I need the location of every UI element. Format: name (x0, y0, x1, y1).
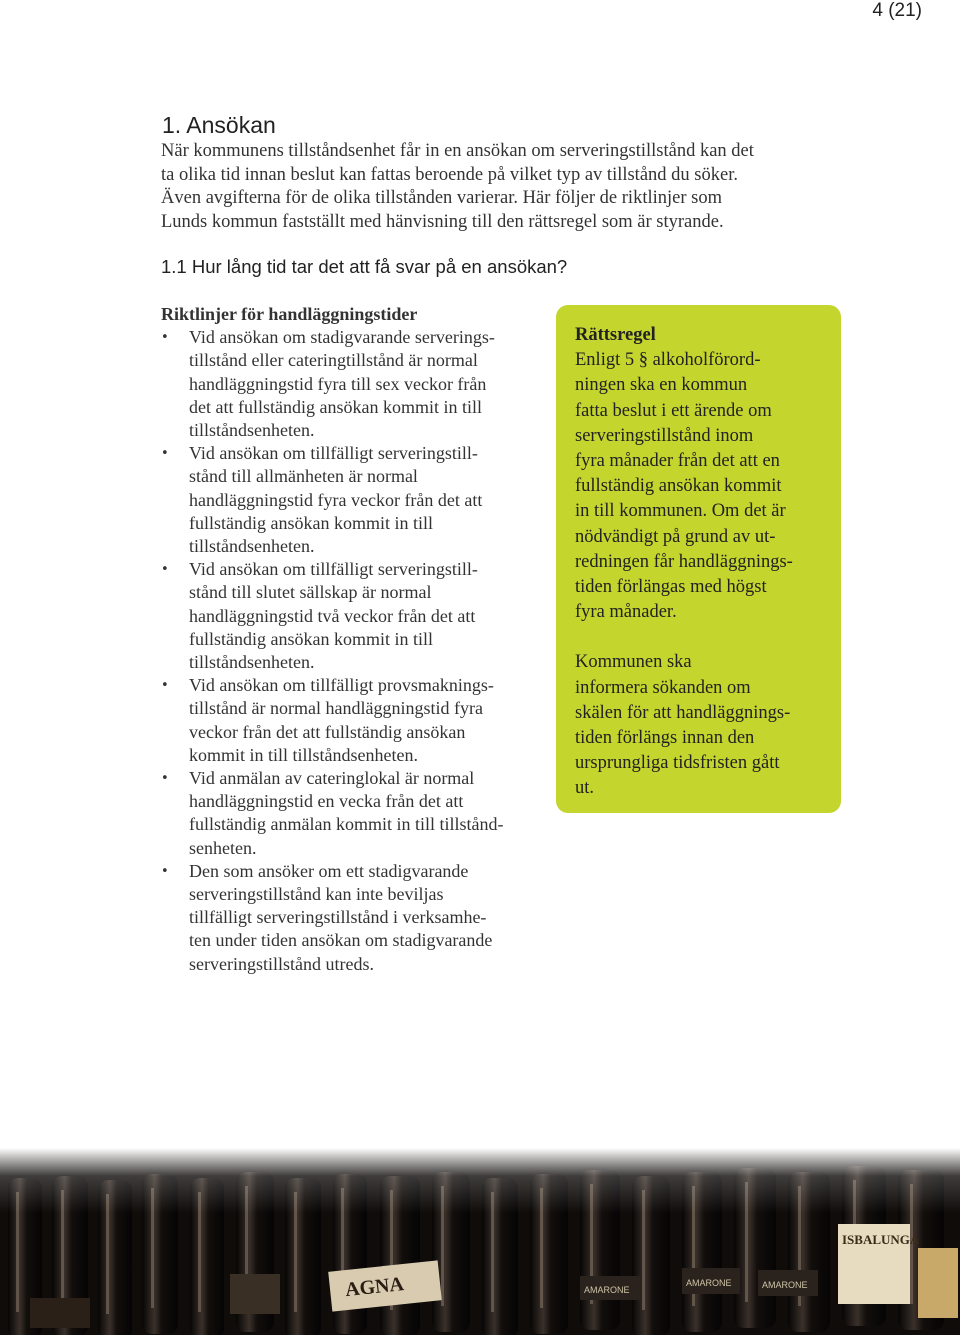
legal-rule-box (556, 305, 841, 813)
rule-box-title: Rättsregel (575, 325, 656, 345)
rule-box-line: serveringstillstånd inom (575, 425, 754, 446)
list-item (161, 558, 551, 674)
guidelines-list (161, 326, 551, 976)
list-item (161, 674, 551, 767)
section-heading: 1. Ansökan (162, 112, 276, 138)
list-item-line: handläggningstid fyra till sex veckor från (189, 373, 487, 394)
page-number: 4 (21) (872, 0, 922, 21)
rule-box-line: tiden förlängs innan den (575, 728, 755, 749)
rule-box-line: redningen får handläggnings- (575, 551, 793, 572)
rule-box-line: fyra månader från det att en (575, 451, 780, 472)
list-item-line: kommit in till tillståndsenheten. (189, 744, 418, 765)
bullet-icon: • (161, 678, 169, 694)
bullet-icon: • (161, 562, 169, 578)
rule-box-line: tiden förlängas med högst (575, 577, 767, 598)
wine-bottles-image (0, 1148, 960, 1335)
list-item-line: handläggningstid fyra veckor från det att (189, 489, 483, 510)
intro-paragraph (161, 140, 801, 234)
list-item-line: serveringstillstånd utreds. (189, 953, 374, 974)
bullet-icon: • (161, 771, 169, 787)
rule-box-line: informera sökanden om (575, 677, 751, 698)
list-item-line: Vid ansökan om stadigvarande serverings- (189, 327, 495, 348)
list-item-line: Vid anmälan av cateringlokal är normal (189, 768, 475, 789)
list-item-line: fullständig ansökan kommit in till (189, 512, 433, 533)
intro-line: När kommunens tillståndsenhet får in en ansökan om serveringstillstånd kan det (161, 141, 754, 161)
list-item-line: fullständig anmälan kommit in till tillstånd- (189, 814, 504, 835)
rule-box-line: Enligt 5 § alkoholförord- (575, 350, 761, 371)
bullet-icon: • (161, 863, 169, 879)
list-item-line: tillfälligt serveringstillstånd i verksamhe- (189, 907, 487, 928)
list-item-line: Vid ansökan om tillfälligt serveringstill- (189, 443, 478, 464)
rule-box-line: Kommunen ska (575, 652, 692, 673)
guidelines-section (161, 303, 551, 976)
rule-box-line: fyra månader. (575, 602, 677, 623)
intro-line: Även avgifterna för de olika tillstånden varierar. Här följer de riktlinjer som (161, 188, 722, 208)
list-item-line: handläggningstid två veckor från det att (189, 605, 476, 626)
list-item-line: det att fullständig ansökan kommit in till (189, 396, 482, 417)
rule-box-line: ut. (575, 778, 595, 799)
list-item-line: serveringstillstånd kan inte beviljas (189, 884, 444, 905)
rule-box-line: ningen ska en kommun (575, 375, 748, 396)
rule-box-line: nödvändigt på grund av ut- (575, 526, 776, 547)
list-item-line: senheten. (189, 837, 257, 858)
list-item (161, 860, 551, 976)
rule-box-line: ursprungliga tidsfristen gått (575, 753, 780, 774)
rule-box-line: fatta beslut i ett ärende om (575, 400, 772, 421)
list-item-line: tillståndsenheten. (189, 536, 315, 557)
rule-box-line: fullständig ansökan kommit (575, 476, 782, 497)
list-item-line: ten under tiden ansökan om stadigvarande (189, 930, 493, 951)
rule-box-line: in till kommunen. Om det är (575, 501, 786, 522)
list-item-line: tillstånd eller cateringtillstånd är normal (189, 350, 478, 371)
list-item-line: tillstånd är normal handläggningstid fyra (189, 698, 483, 719)
list-item-line: Vid ansökan om tillfälligt provsmaknings- (189, 675, 494, 696)
intro-line: Lunds kommun fastställt med hänvisning till den rättsregel som är styrande. (161, 211, 724, 232)
wine-bottles-banner (0, 1148, 960, 1335)
list-item-line: stånd till slutet sällskap är normal (189, 582, 432, 603)
list-item-line: fullständig ansökan kommit in till (189, 628, 433, 649)
list-item-line: tillståndsenheten. (189, 652, 315, 673)
list-item (161, 767, 551, 860)
list-item (161, 326, 551, 442)
list-item (161, 442, 551, 558)
list-item-line: Den som ansöker om ett stadigvarande (189, 860, 469, 881)
subsection-heading: 1.1 Hur lång tid tar det att få svar på en ansökan? (161, 256, 568, 277)
bullet-icon: • (161, 330, 169, 346)
bullet-icon: • (161, 446, 169, 462)
list-item-line: stånd till allmänheten är normal (189, 466, 418, 487)
paragraph-gap (575, 625, 831, 650)
list-item-line: tillståndsenheten. (189, 420, 315, 441)
list-item-line: handläggningstid en vecka från det att (189, 791, 464, 812)
list-item-line: veckor från det att fullständig ansökan (189, 721, 466, 742)
intro-line: ta olika tid innan beslut kan fattas beroende på vilket typ av tillstånd du söker. (161, 164, 738, 185)
rule-box-line: skälen för att handläggnings- (575, 702, 791, 723)
list-item-line: Vid ansökan om tillfälligt serveringstill- (189, 559, 478, 580)
guidelines-title: Riktlinjer för handläggningstider (161, 304, 418, 324)
